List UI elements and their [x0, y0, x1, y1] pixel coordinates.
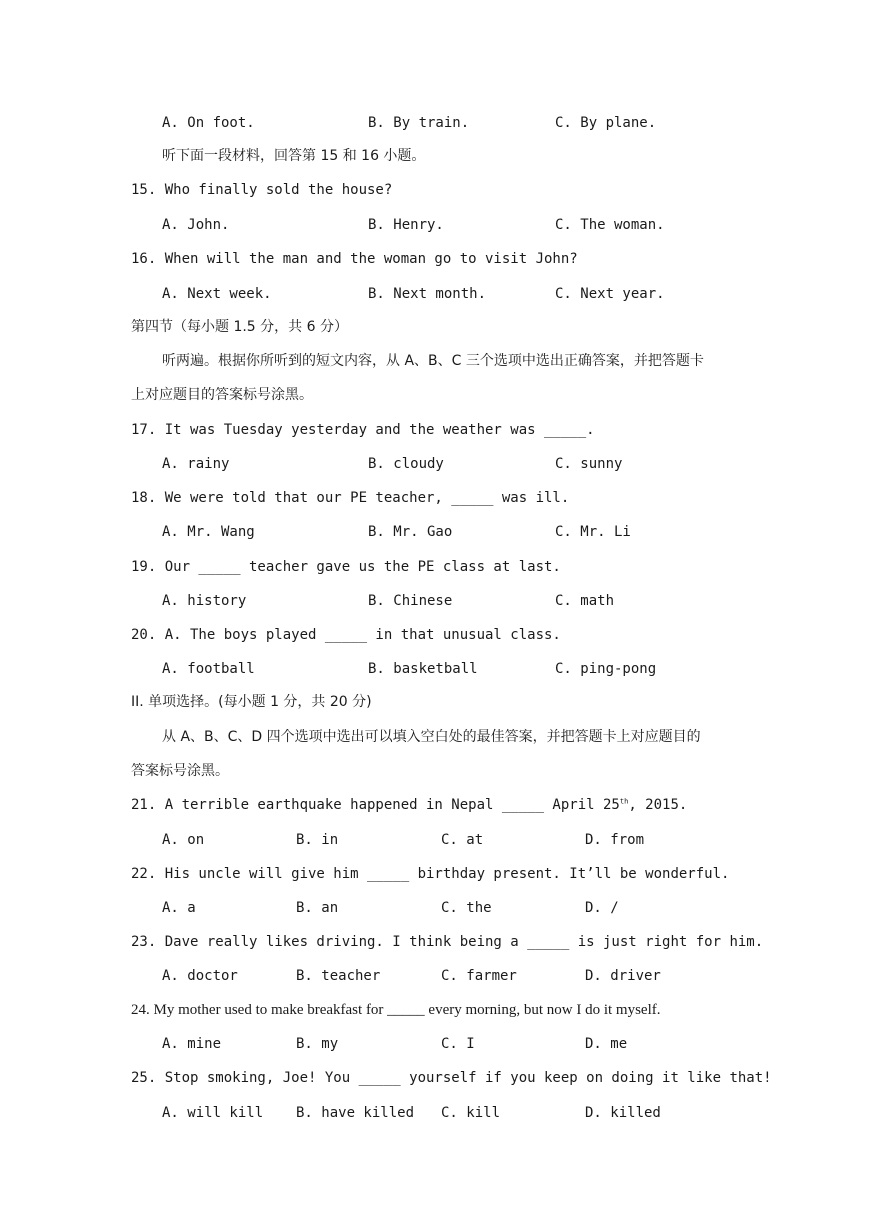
section2-instructions-cont: 答案标号涂黑。: [131, 763, 229, 779]
option-a: A. history: [162, 593, 247, 609]
question-23: 23. Dave really likes driving. I think being a _____ is just right for him.: [131, 934, 764, 950]
option-b: B. Mr. Gao: [368, 524, 453, 540]
question-25: 25. Stop smoking, Joe! You _____ yourself if you keep on doing it like that!: [131, 1070, 772, 1086]
option-c: C. at: [441, 832, 484, 848]
question-15: 15. Who finally sold the house?: [131, 182, 393, 198]
question-20: 20. A. The boys played _____ in that unusual class.: [131, 627, 561, 643]
option-d: D. driver: [585, 968, 661, 984]
option-b: B. Chinese: [368, 593, 453, 609]
option-c: C. By plane.: [555, 115, 657, 131]
option-a: A. doctor: [162, 968, 238, 984]
part4-heading: 第四节（每小题 1.5 分，共 6 分）: [131, 319, 348, 335]
question-18: 18. We were told that our PE teacher, _____ was ill.: [131, 490, 570, 506]
part4-instructions: 听两遍。根据你所听到的短文内容，从 A、B、C 三个选项中选出正确答案，并把答题卡: [162, 353, 704, 369]
option-b: B. basketball: [368, 661, 478, 677]
question-19: 19. Our _____ teacher gave us the PE class at last.: [131, 559, 561, 575]
option-b: B. an: [296, 900, 339, 916]
section2-instructions: 从 A、B、C、D 四个选项中选出可以填入空白处的最佳答案，并把答题卡上对应题目的: [162, 729, 701, 745]
option-b: B. Next month.: [368, 286, 487, 302]
option-a: A. Mr. Wang: [162, 524, 255, 540]
option-b: B. Henry.: [368, 217, 444, 233]
option-c: C. farmer: [441, 968, 517, 984]
question-21: [131, 796, 687, 814]
question-24: 24. My mother used to make breakfast for _____ every morning, but now I do it myself.: [131, 1002, 661, 1018]
option-a: A. Next week.: [162, 286, 272, 302]
question-22: 22. His uncle will give him _____ birthday present. It’ll be wonderful.: [131, 866, 730, 882]
option-d: D. killed: [585, 1105, 661, 1121]
option-d: D. from: [585, 832, 645, 848]
option-b: B. my: [296, 1036, 339, 1052]
option-c: C. sunny: [555, 456, 623, 472]
option-c: C. Next year.: [555, 286, 665, 302]
option-c: C. the: [441, 900, 492, 916]
option-b: B. have killed: [296, 1105, 415, 1121]
option-b: B. cloudy: [368, 456, 444, 472]
option-b: B. in: [296, 832, 339, 848]
option-a: A. a: [162, 900, 196, 916]
question-21-text: 21. A terrible earthquake happened in Nepal _____ April 25: [131, 797, 620, 813]
option-c: C. Mr. Li: [555, 524, 631, 540]
option-c: C. kill: [441, 1105, 501, 1121]
part4-instructions-cont: 上对应题目的答案标号涂黑。: [131, 387, 313, 403]
option-a: A. John.: [162, 217, 230, 233]
section2-heading: II. 单项选择。(每小题 1 分，共 20 分): [131, 694, 372, 710]
option-c: C. The woman.: [555, 217, 665, 233]
option-c: C. math: [555, 593, 615, 609]
option-a: A. will kill: [162, 1105, 264, 1121]
option-b: B. teacher: [296, 968, 381, 984]
option-c: C. ping-pong: [555, 661, 657, 677]
question-21-text-end: , 2015.: [628, 797, 688, 813]
option-a: A. football: [162, 661, 255, 677]
option-d: D. /: [585, 900, 619, 916]
section-note: 听下面一段材料，回答第 15 和 16 小题。: [162, 148, 426, 164]
ordinal-suffix: th: [619, 797, 629, 806]
question-17: 17. It was Tuesday yesterday and the weather was _____.: [131, 422, 595, 438]
option-c: C. I: [441, 1036, 475, 1052]
option-b: B. By train.: [368, 115, 470, 131]
option-a: A. rainy: [162, 456, 230, 472]
option-d: D. me: [585, 1036, 628, 1052]
question-16: 16. When will the man and the woman go to visit John?: [131, 251, 578, 267]
option-a: A. on: [162, 832, 205, 848]
option-a: A. mine: [162, 1036, 222, 1052]
option-a: A. On foot.: [162, 115, 255, 131]
